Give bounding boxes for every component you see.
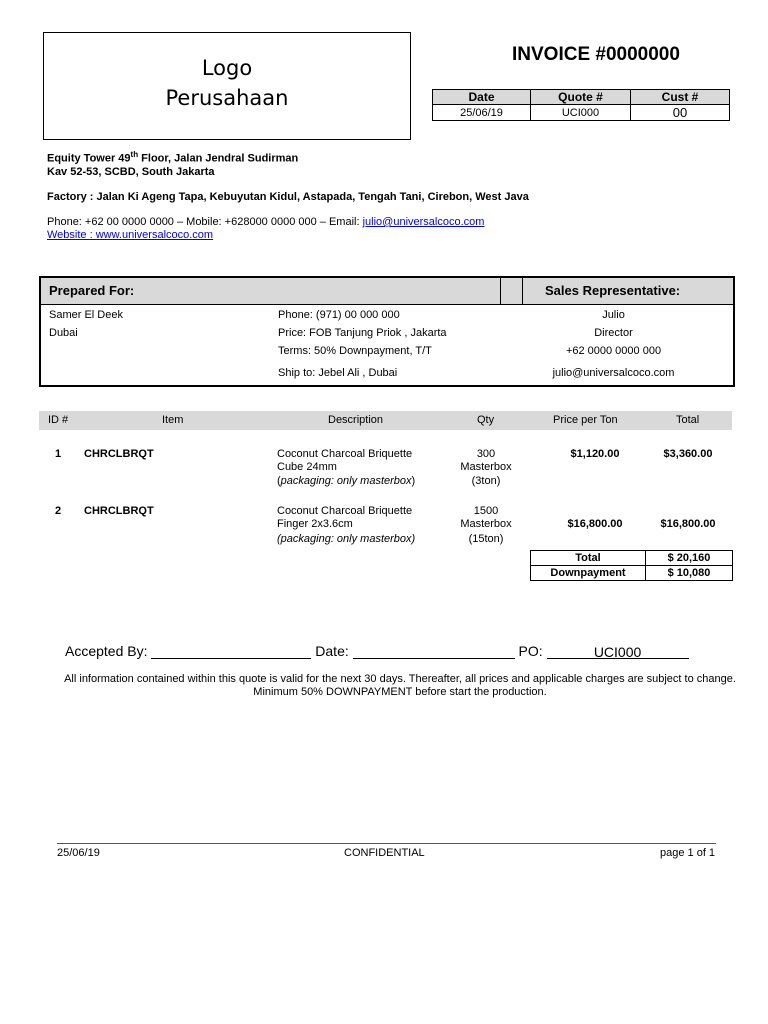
website-line — [47, 229, 213, 241]
row-qty-line1: 300 — [476, 448, 496, 460]
footer-confidential: CONFIDENTIAL — [344, 847, 425, 859]
row-qty-line3: (3ton) — [471, 475, 501, 487]
rep-name: Julio — [602, 309, 625, 321]
row-total: $16,800.00 — [660, 518, 716, 530]
row-item: CHRCLBRQT — [84, 505, 154, 517]
acceptance-line — [65, 643, 689, 659]
accepted-by-field[interactable] — [151, 644, 311, 659]
invoice-meta-table — [432, 89, 730, 121]
date-header: Date — [433, 90, 531, 105]
client-city: Dubai — [49, 327, 78, 339]
row-desc-line3: (packaging: only masterbox) — [277, 533, 416, 545]
totals-table — [530, 550, 733, 581]
row-id: 2 — [55, 505, 62, 517]
paren: ) — [411, 475, 416, 487]
logo-text-line2: Perusahaan — [165, 86, 289, 110]
row-qty-line1: 1500 — [473, 505, 499, 517]
payment-terms: Terms: 50% Downpayment, T/T — [278, 345, 432, 357]
prepared-for-header — [41, 278, 733, 305]
po-label: PO: — [518, 643, 543, 659]
header-divider — [522, 278, 523, 304]
col-description: Description — [328, 414, 384, 426]
row-qty-line2: Masterbox — [460, 461, 512, 473]
contact-phones: Phone: +62 00 0000 0000 – Mobile: +628000 0000 000 – Email: — [47, 216, 363, 228]
packaging-note: packaging: only masterbox — [280, 475, 412, 487]
address-line1-rest: Floor, Jalan Jendral Sudirman — [138, 152, 299, 165]
po-value: UCI000 — [593, 644, 642, 660]
contact-line — [47, 216, 484, 228]
items-table-header — [39, 411, 732, 430]
client-phone: Phone: (971) 00 000 000 — [278, 309, 400, 321]
row-desc-line2: Cube 24mm — [277, 461, 337, 473]
row-desc-line3 — [277, 475, 415, 487]
address-line1-main: Equity Tower 49 — [47, 152, 131, 165]
quote-header: Quote # — [531, 90, 631, 105]
paren: ( — [277, 475, 281, 487]
header-divider — [500, 278, 501, 304]
factory-address: Factory : Jalan Ki Ageng Tapa, Kebuyutan Kidul, Astapada, Tengah Tani, Cirebon, West Java — [47, 191, 529, 203]
row-desc-line1: Coconut Charcoal Briquette — [277, 448, 413, 460]
rep-title: Director — [594, 327, 633, 339]
row-desc-line1: Coconut Charcoal Briquette — [277, 505, 413, 517]
prepared-for-box — [39, 276, 735, 387]
date-field[interactable] — [353, 644, 515, 659]
cust-value: 00 — [631, 105, 730, 121]
accepted-by-label: Accepted By: — [65, 643, 148, 659]
invoice-title: INVOICE #0000000 — [512, 44, 680, 65]
col-total: Total — [676, 414, 700, 426]
downpayment-value: $ 10,080 — [646, 566, 733, 581]
date-value: 25/06/19 — [433, 105, 531, 121]
row-total: $3,360.00 — [663, 448, 713, 460]
logo-box — [43, 32, 411, 140]
col-id: ID # — [48, 414, 69, 426]
ship-to: Ship to: Jebel Ali , Dubai — [278, 367, 398, 379]
address-line1 — [47, 150, 298, 165]
row-price: $16,800.00 — [567, 518, 623, 530]
footer-date: 25/06/19 — [57, 847, 100, 859]
price-terms: Price: FOB Tanjung Priok , Jakarta — [278, 327, 447, 339]
row-qty-line3: (15ton) — [468, 533, 504, 545]
col-item: Item — [162, 414, 184, 426]
footer-page: page 1 of 1 — [660, 847, 716, 859]
row-qty-line2: Masterbox — [460, 518, 512, 530]
address-line2: Kav 52-53, SCBD, South Jakarta — [47, 166, 215, 178]
col-qty: Qty — [477, 414, 495, 426]
quote-value: UCI000 — [531, 105, 631, 121]
email-link[interactable]: julio@universalcoco.com — [362, 216, 485, 228]
address-sup: th — [130, 150, 139, 159]
total-label: Total — [531, 551, 646, 566]
row-id: 1 — [55, 448, 62, 460]
row-desc-line2: Finger 2x3.6cm — [277, 518, 353, 530]
website-link[interactable]: Website : www.universalcoco.com — [47, 229, 214, 241]
footer-divider — [57, 843, 716, 844]
row-price: $1,120.00 — [570, 448, 620, 460]
client-name: Samer El Deek — [49, 309, 123, 321]
logo-text-line1: Logo — [201, 56, 253, 80]
rep-email: julio@universalcoco.com — [552, 367, 675, 379]
sales-rep-title: Sales Representative: — [545, 283, 681, 298]
date-label: Date: — [315, 643, 349, 659]
validity-note: All information contained within this quote is valid for the next 30 days. Thereafter, all prices and applicable charges are subject to change. Minimum 50% DOWNPAYMENT before start the production. — [64, 673, 736, 698]
col-price: Price per Ton — [553, 414, 618, 426]
downpayment-label: Downpayment — [531, 566, 646, 581]
cust-header: Cust # — [631, 90, 730, 105]
rep-phone: +62 0000 0000 000 — [565, 345, 662, 357]
prepared-for-title: Prepared For: — [49, 283, 135, 298]
row-item: CHRCLBRQT — [84, 448, 154, 460]
po-field[interactable] — [547, 644, 689, 659]
total-value: $ 20,160 — [646, 551, 733, 566]
